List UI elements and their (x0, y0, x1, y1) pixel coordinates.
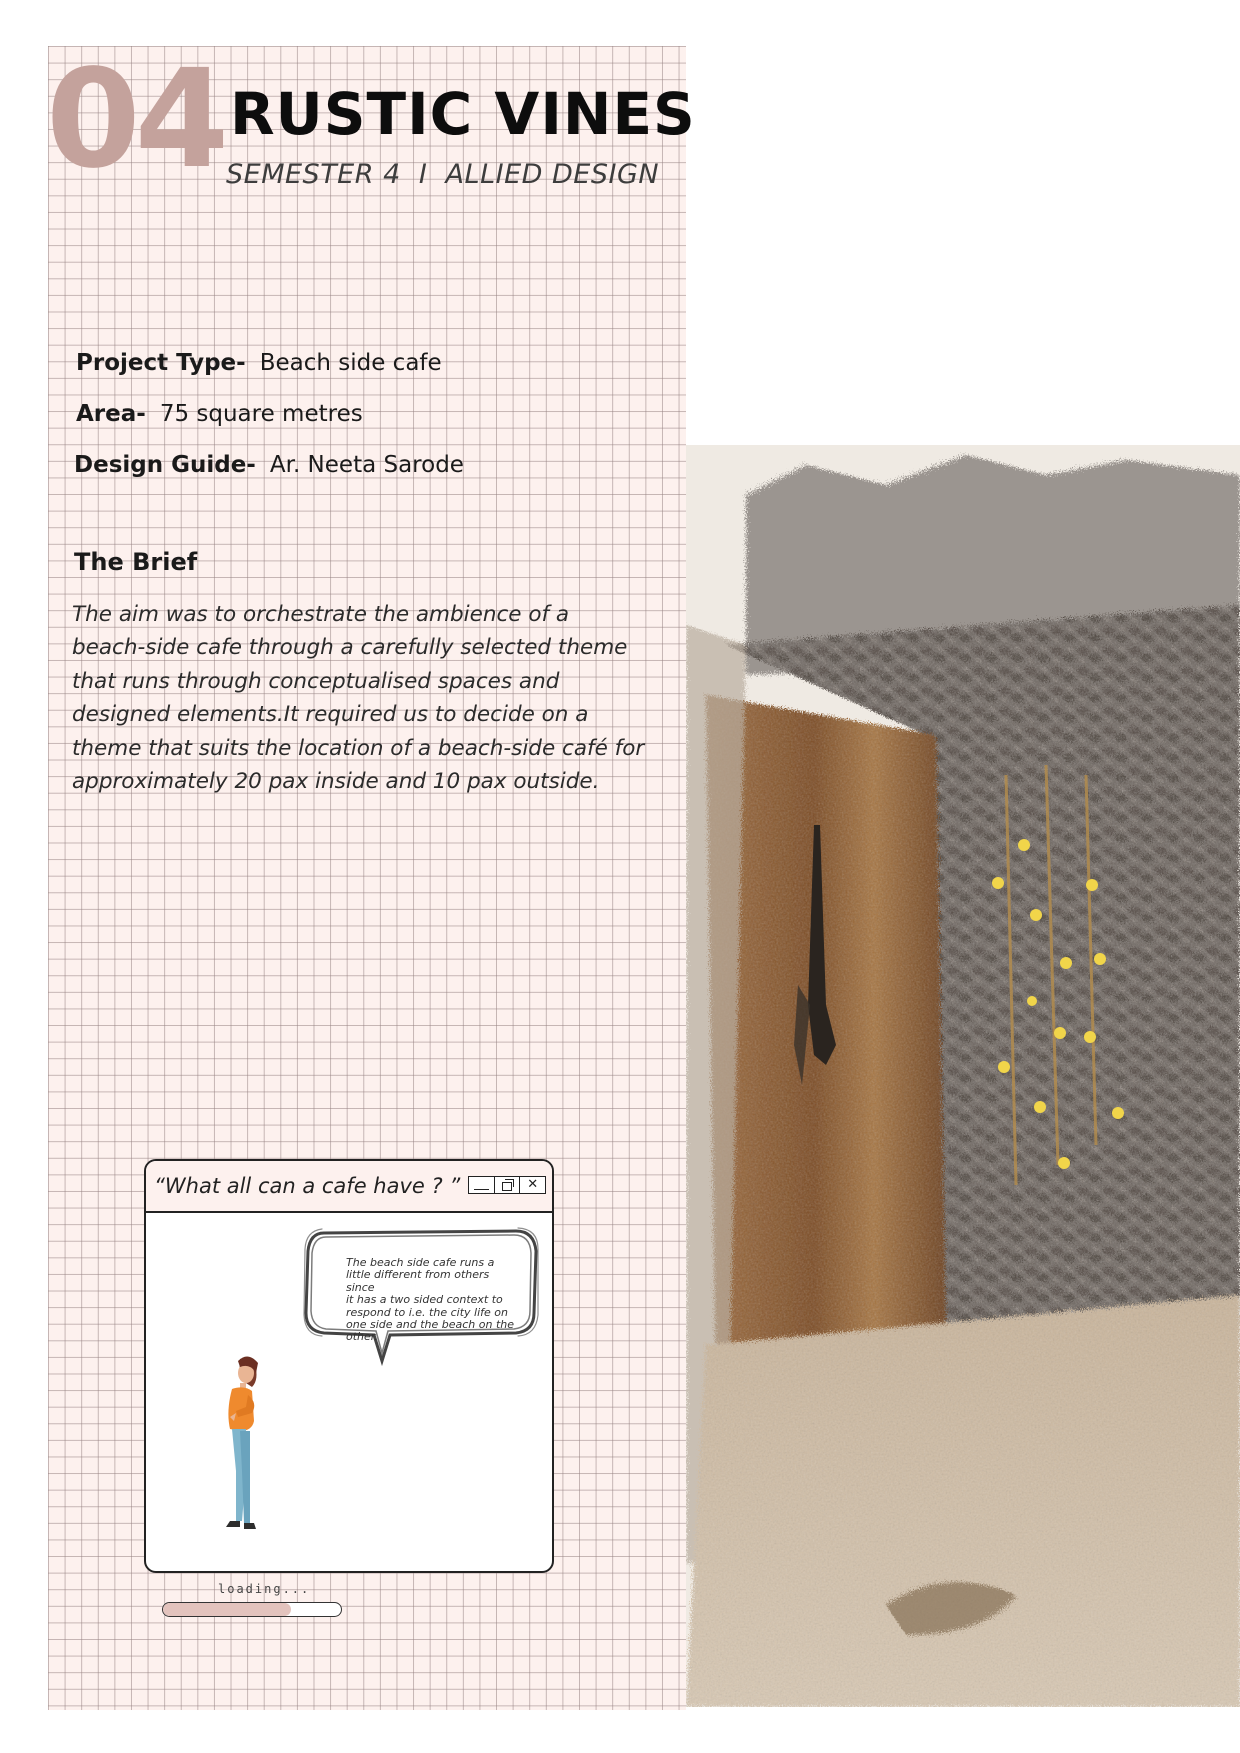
detail-label: Project Type- (76, 350, 246, 376)
window-title: “What all can a cafe have ? ” (154, 1174, 461, 1198)
bubble-line: it has a two sided context to (346, 1293, 503, 1307)
project-title: RUSTIC VINES (230, 80, 696, 148)
mock-window (144, 1159, 554, 1573)
cafe-wall-illustration (686, 445, 1240, 1707)
loading-label: loading... (218, 1582, 311, 1596)
brief-line: theme that suits the location of a beach-side café for (72, 735, 645, 761)
bubble-line: The beach side cafe runs a (346, 1256, 495, 1269)
restore-icon[interactable] (495, 1177, 521, 1193)
loading-progress-bar (162, 1602, 342, 1617)
bubble-line: respond to i.e. the city life on (346, 1305, 508, 1319)
brief-line: that runs through conceptualised spaces and (72, 668, 560, 694)
window-title-bar (146, 1161, 552, 1213)
bubble-line: little different from others since (346, 1268, 490, 1294)
close-icon[interactable]: ✕ (527, 1177, 539, 1192)
brief-line: approximately 20 pax inside and 10 pax outside. (72, 769, 600, 795)
brief-text (72, 598, 672, 798)
progress-fill (163, 1603, 291, 1616)
person-figure-icon (196, 1351, 276, 1551)
detail-value: Beach side cafe (259, 350, 442, 376)
bubble-line: other. (346, 1330, 378, 1344)
window-controls (468, 1176, 546, 1194)
project-subtitle: SEMESTER 4 I ALLIED DESIGN (226, 159, 660, 190)
speech-bubble-text (346, 1257, 516, 1344)
detail-value: Ar. Neeta Sarode (269, 452, 464, 478)
detail-label: Area- (76, 401, 146, 427)
detail-value: 75 square metres (159, 401, 363, 427)
project-number: 04 (46, 41, 224, 199)
brief-line: beach-side cafe through a carefully selected theme (72, 635, 628, 661)
brief-heading: The Brief (74, 548, 198, 576)
detail-area (76, 399, 363, 429)
detail-design-guide (74, 450, 464, 480)
detail-project-type (76, 348, 442, 378)
bubble-line: one side and the beach on the (346, 1318, 514, 1332)
brief-line: The aim was to orchestrate the ambience of a (72, 602, 570, 627)
brief-line: designed elements.It required us to decide on a (72, 702, 589, 728)
minimize-icon[interactable] (469, 1177, 495, 1193)
detail-label: Design Guide- (74, 452, 256, 478)
